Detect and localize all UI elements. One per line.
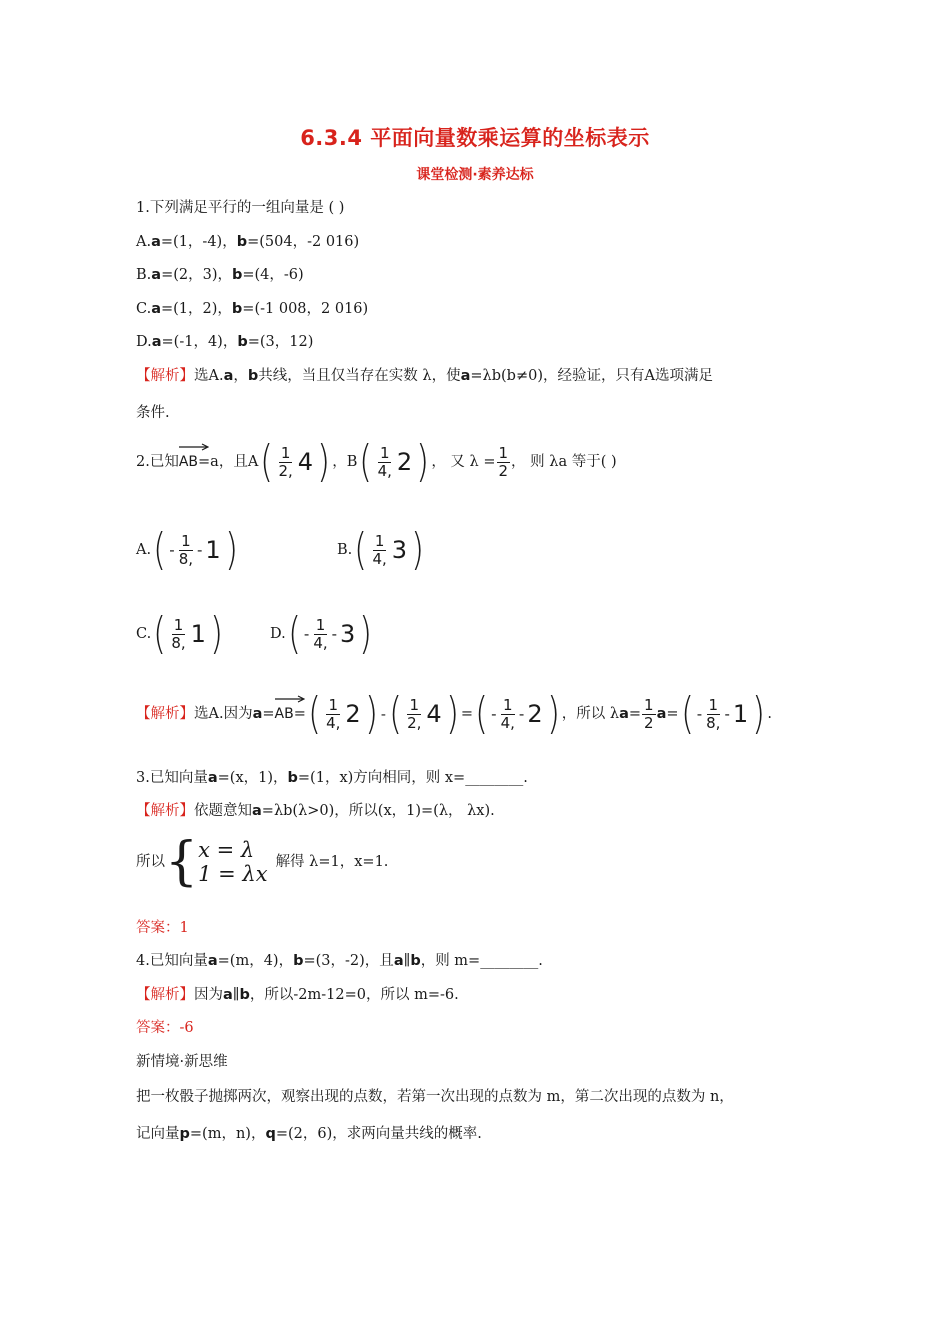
q3-stem: 3.已知向量a=(x，1)，b=(1，x)方向相同，则 x=________. (136, 770, 528, 786)
q1-option-d: D.a=(-1，4)，b=(3，12) (136, 334, 314, 350)
q1-option-c: C.a=(1，2)，b=(-1 008，2 016) (136, 301, 369, 317)
q4-analysis: 【解析】因为a∥b，所以-2m-12=0，所以 m=-6. (136, 987, 459, 1003)
vector-ab: AB (179, 452, 198, 472)
point-a-coords: ( $\frac{1}{2,}$ 4 ) (260, 436, 331, 487)
q2-analysis: 【解析】 选A.因为 a = AB = ( $\frac{1}{4,}$ 2 ) - ( $\frac{1}{2,}$ 4 ) = ( - $\frac{1}{4,}$ - 2 ) ，所以 λ a = $\frac{1}{2}$ a = ( - $\frac{1}{8,}$ - 1 ) . (136, 688, 772, 739)
q4-answer: 答案：-6 (136, 1020, 194, 1036)
q1-option-a: A.a=(1，-4)，b=(504，-2 016) (136, 234, 360, 250)
q2-option-d: D. ( - $\frac{1}{4,}$ - 3 ) (270, 608, 373, 659)
q1-analysis-cont: 条件. (136, 405, 170, 421)
problem-line-1: 把一枚骰子抛掷两次，观察出现的点数，若第一次出现的点数为 m，第二次出现的点数为 n， (136, 1089, 734, 1105)
page-subtitle: 课堂检测·素养达标 (416, 167, 534, 183)
q2-option-c: C. ( $\frac{1}{8,}$ 1 ) (136, 608, 223, 659)
q2-stem: 2.已知 AB =a，且A ( $\frac{1}{2,}$ 4 ) ，B ( $\frac{1}{4,}$ 2 ) ， 又 λ = $\frac{1}{2}$ ， 则 λa 等于( ) (136, 436, 617, 487)
q1-option-b: B.a=(2，3)，b=(4，-6) (136, 267, 304, 283)
q2-option-b: B. ( $\frac{1}{4,}$ 3 ) (337, 524, 425, 575)
q4-stem: 4.已知向量a=(m，4)，b=(3，-2)，且a∥b，则 m=________. (136, 953, 543, 969)
problem-line-2: 记向量p=(m，n)，q=(2，6)，求两向量共线的概率. (136, 1126, 482, 1142)
q3-analysis: 【解析】依题意知a=λb(λ>0)，所以(x，1)=(λ， λx). (136, 803, 495, 819)
point-b-coords: ( $\frac{1}{4,}$ 2 ) (359, 436, 430, 487)
lambda-value: $\frac{1}{2}$ (498, 443, 509, 480)
page-title: 6.3.4 平面向量数乘运算的坐标表示 (300, 126, 650, 150)
section-new-context: 新情境·新思维 (136, 1054, 228, 1070)
q3-answer: 答案：1 (136, 920, 189, 936)
q1-analysis: 【解析】选A.a，b共线，当且仅当存在实数 λ，使a=λb(b≠0)，经验证，只有A选项满足 (136, 368, 713, 384)
q1-stem: 1.下列满足平行的一组向量是 ( ) (136, 200, 345, 216)
q3-system: 所以 { x = λ 1 = λx 解得 λ=1，x=1. (136, 832, 389, 892)
q2-option-a: A. ( - $\frac{1}{8,}$ - 1 ) (136, 524, 238, 575)
